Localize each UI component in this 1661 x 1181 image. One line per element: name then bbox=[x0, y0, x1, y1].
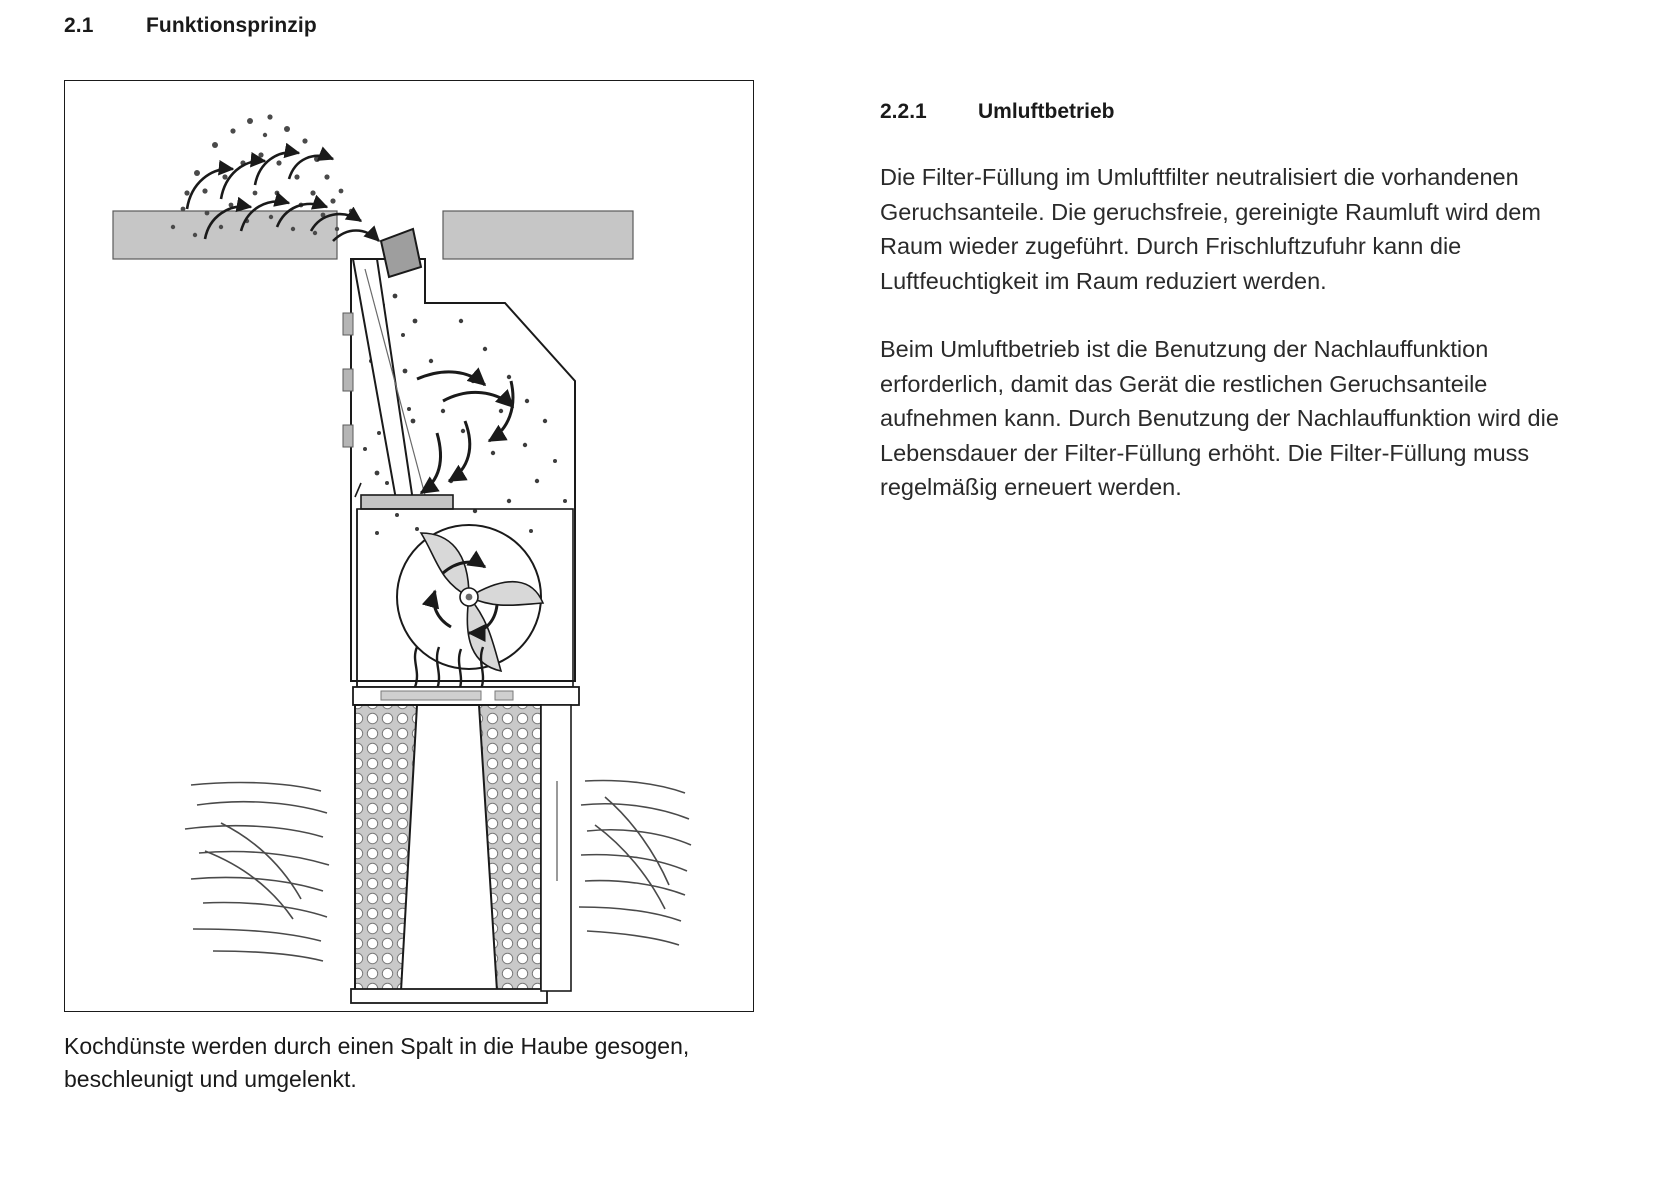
subsection-number: 2.2.1 bbox=[880, 100, 927, 123]
section-heading bbox=[64, 14, 764, 38]
recirculation-filter bbox=[351, 705, 571, 1003]
right-column bbox=[880, 100, 1600, 539]
subsection-title: Umluftbetrieb bbox=[978, 100, 1115, 123]
figure-diagram bbox=[64, 80, 754, 1012]
room-air-streamlines-right bbox=[579, 781, 691, 946]
section-number: 2.1 bbox=[64, 14, 94, 37]
body-paragraph-1: Die Filter-Füllung im Umluftfilter neutralisiert die vorhandenen Geruchsanteile. Die geruchsfreie, gereinigte Raumluft wird dem Raum wieder zugeführt. Durch Frischluftzufuhr kann die Luftfeuchtigkeit im Raum reduziert werden. bbox=[880, 164, 1541, 294]
base-plate bbox=[353, 687, 579, 705]
room-air-streamlines-left bbox=[185, 783, 329, 961]
figure-caption: Kochdünste werden durch einen Spalt in die Haube gesogen, beschleunigt und umgelenkt. bbox=[64, 1033, 690, 1092]
section-title: Funktionsprinzip bbox=[146, 14, 317, 37]
hood-cross-section-illustration bbox=[65, 81, 754, 1012]
body-paragraph-2: Beim Umluftbetrieb ist die Benutzung der Nachlauffunktion erforderlich, damit das Gerät die restlichen Geruchsanteile aufnehmen kann. Durch Benutzung der Nachlauffunktion wird die Lebensdauer der Filter-Füllung erhöht. Die Filter-Füllung muss regelmäßig erneuert werden. bbox=[880, 336, 1559, 501]
left-column bbox=[64, 0, 764, 1092]
subsection-heading bbox=[880, 100, 1600, 124]
